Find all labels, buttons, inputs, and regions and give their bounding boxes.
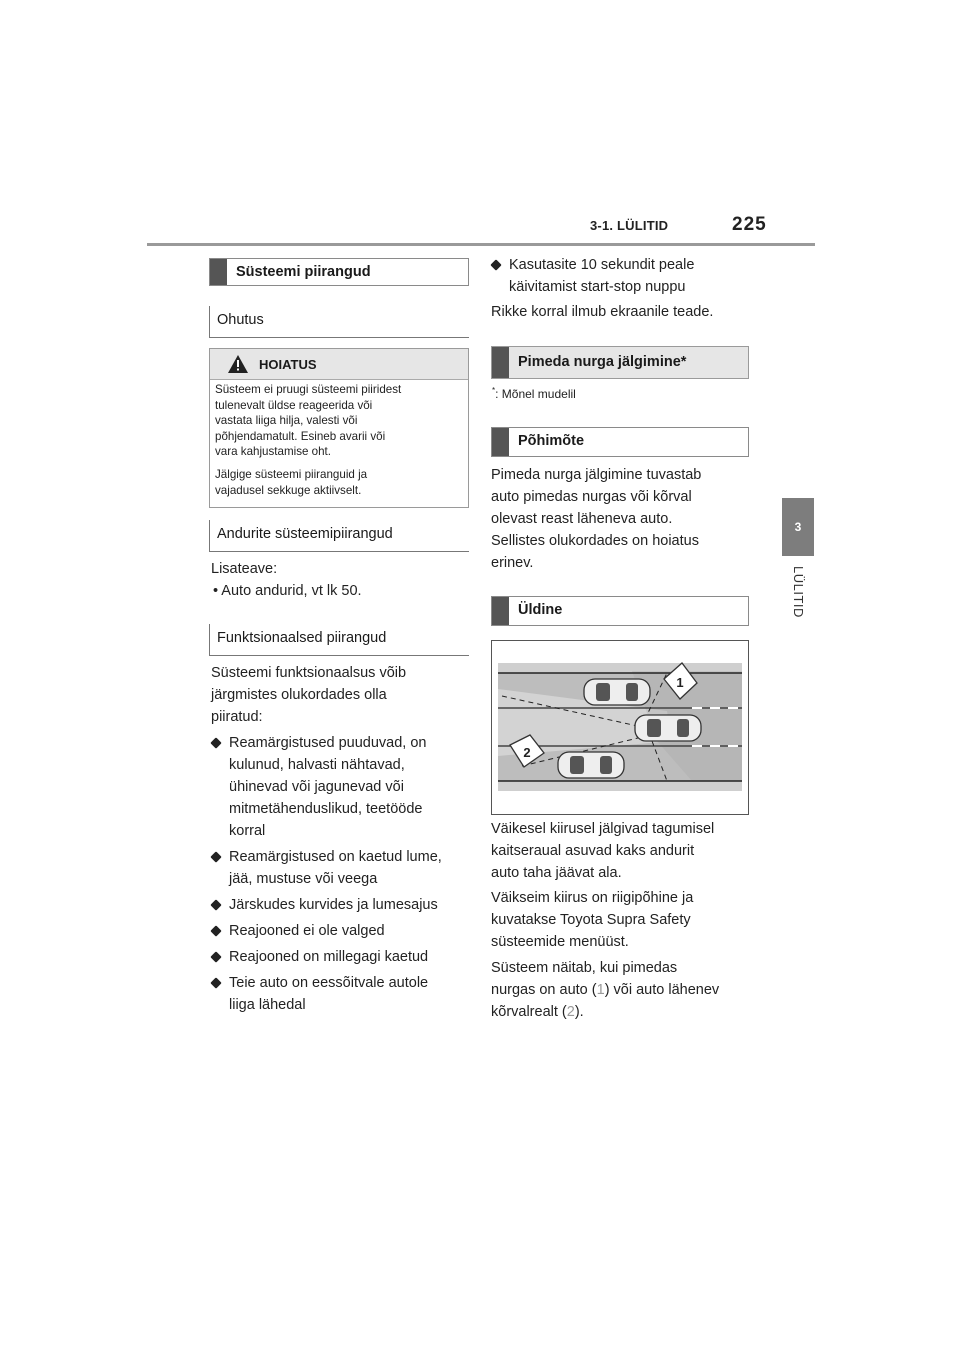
- section-heading-principle: [491, 427, 749, 457]
- warning-line: põhjendamatult. Esineb avarii või: [215, 429, 386, 443]
- bullet-text: Reajooned on millegagi kaetud: [229, 949, 429, 965]
- error-message-text: Rikke korral ilmub ekraanile teade.: [491, 304, 714, 320]
- info-label: Lisateave:: [211, 561, 278, 577]
- heading-block: [492, 428, 509, 456]
- page-number: 225: [732, 214, 767, 235]
- warning-paragraph-2: [215, 467, 465, 498]
- warning-line: tulenevalt üldse reageerida või: [215, 398, 373, 412]
- blind-spot-illustration: [491, 640, 749, 815]
- text-line: Süsteemi funktsionaalsus võib: [211, 665, 407, 681]
- road-diagram: [492, 641, 748, 814]
- bullet-diamond-icon: [210, 925, 221, 936]
- reference-number: 2: [566, 1004, 575, 1020]
- bullet-diamond-icon: [210, 951, 221, 962]
- bullet-text: Kasutasite 10 sekundit peale käivitamist start-stop nuppu: [509, 257, 695, 295]
- car-icon: [635, 715, 701, 741]
- chapter-tab: 3: [782, 498, 814, 556]
- bullet-text: Järskudes kurvides ja lumesajus: [229, 897, 438, 913]
- heading-text: Pimeda nurga jälgimine*: [518, 354, 687, 370]
- subheading-functional-limits: [209, 624, 469, 656]
- paragraph-indication: Süsteem näitab, kui pimedas nurgas on auto (1) või auto lähenev kõrvalrealt (2).: [491, 960, 720, 1020]
- bullet-diamond-icon: [210, 851, 221, 862]
- bullet-diamond-icon: [210, 977, 221, 988]
- heading-block: [210, 259, 227, 285]
- footnote-text: : Mõnel mudelil: [495, 387, 576, 401]
- footnote-mark: *: [492, 386, 496, 395]
- bullet-text: Reajooned ei ole valged: [229, 923, 385, 939]
- warning-title: HOIATUS: [259, 357, 317, 372]
- reference-number: 1: [596, 982, 605, 998]
- subheading-text: Ohutus: [217, 312, 264, 328]
- header-rule: [147, 243, 815, 246]
- heading-block: [492, 597, 509, 625]
- chapter-label-text: LÜLITID: [791, 566, 806, 618]
- paragraph-low-speed: Väikesel kiirusel jälgivad tagumisel kaitseraual asuvad kaks andurit auto taha jäävat ala.: [491, 821, 715, 881]
- bullet-text: Reamärgistused puuduvad, on kulunud, halvasti nähtavad, ühinevad või jagunevad või mitmetähenduslikud, teetööde korral: [229, 735, 427, 839]
- subheading-safety: [209, 306, 469, 338]
- bullet-diamond-icon: [210, 737, 221, 748]
- warning-line: Jälgige süsteemi piiranguid ja: [215, 468, 368, 481]
- text-line: järgmistes olukordades olla: [211, 687, 387, 703]
- callout-label-2: 2: [523, 745, 531, 760]
- heading-text: Süsteemi piirangud: [236, 264, 371, 280]
- bullet-diamond-icon: [210, 899, 221, 910]
- heading-block: [492, 347, 509, 378]
- running-header-section: 3-1. LÜLITID: [590, 218, 669, 233]
- subheading-text: Andurite süsteemipiirangud: [217, 526, 393, 542]
- warning-line: vara kahjustamise oht.: [215, 445, 331, 458]
- bullet-diamond-icon: [490, 259, 501, 270]
- warning-header: [210, 349, 468, 380]
- warning-triangle-icon: [228, 355, 248, 373]
- paragraph-min-speed: Väikseim kiirus on riigipõhine ja kuvatakse Toyota Supra Safety süsteemide menüüst.: [491, 890, 694, 950]
- car-icon: [584, 679, 650, 705]
- callout-label-1: 1: [676, 675, 684, 690]
- warning-line: Süsteem ei pruugi süsteemi piiridest: [215, 383, 402, 396]
- bullet-text: Reamärgistused on kaetud lume, jää, mustuse või veega: [229, 849, 442, 887]
- principle-paragraph: Pimeda nurga jälgimine tuvastab auto pimedas nurgas või kõrval olevast reast läheneva auto. Sellistes olukordades on hoiatus erinev.: [491, 467, 702, 571]
- warning-line: vajadusel sekkuge aktiivselt.: [215, 483, 362, 497]
- section-heading-general: [491, 596, 749, 626]
- footnote: [492, 386, 576, 401]
- info-link[interactable]: • Auto andurid, vt lk 50.: [213, 583, 362, 599]
- warning-box: [209, 348, 469, 508]
- chapter-label: [786, 566, 810, 636]
- section-heading-system-limits: [209, 258, 469, 286]
- subheading-text: Funktsionaalsed piirangud: [217, 630, 387, 646]
- bullet-text: Teie auto on eessõitvale autole liiga lähedal: [229, 975, 429, 1013]
- subheading-sensor-limits: [209, 520, 469, 552]
- warning-paragraph-1: [215, 382, 465, 460]
- text-line: piiratud:: [211, 709, 263, 725]
- section-heading-blind-spot: [491, 346, 749, 379]
- warning-line: vastata liiga hilja, valesti või: [215, 414, 358, 427]
- intro-paragraph: [211, 662, 461, 728]
- heading-text: Üldine: [518, 602, 563, 618]
- car-icon: [558, 752, 624, 778]
- heading-text: Põhimõte: [518, 433, 585, 449]
